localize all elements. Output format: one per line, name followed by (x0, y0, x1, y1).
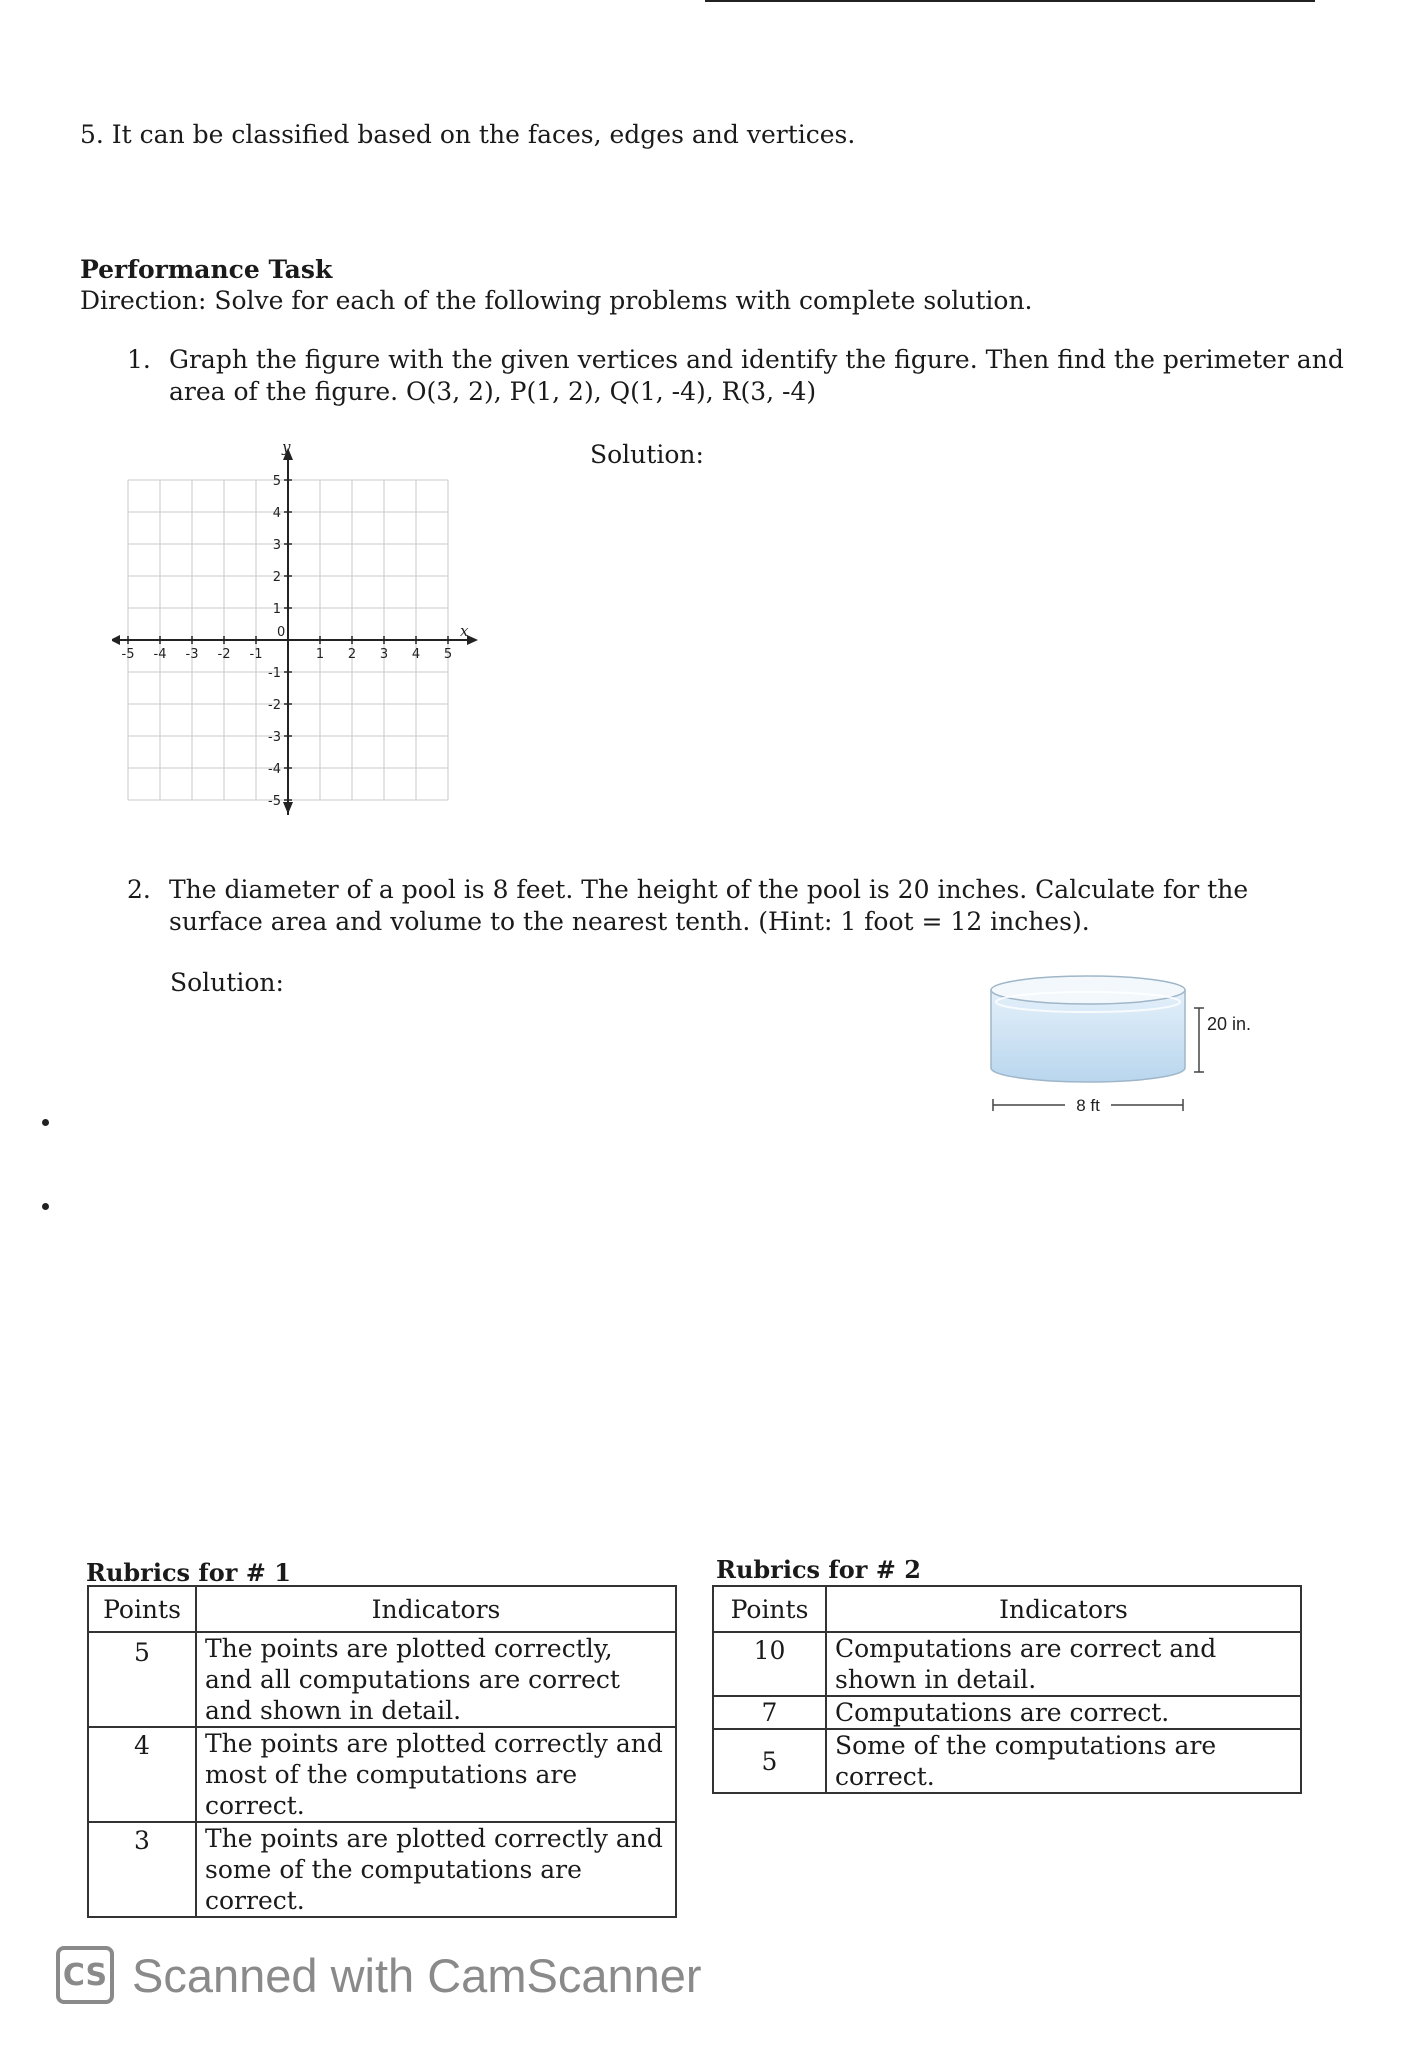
x-tick-label: 3 (379, 647, 389, 662)
table-header-row (88, 1586, 676, 1632)
table-row (88, 1727, 676, 1822)
table-header-row (713, 1586, 1301, 1632)
x-tick-label: -4 (153, 647, 167, 662)
item-5-text: 5. It can be classified based on the faces, edges and vertices. (80, 120, 856, 149)
performance-task-heading: Performance Task (80, 255, 333, 284)
x-tick-label: -5 (121, 647, 135, 662)
pool-top-rim (991, 976, 1185, 1004)
x-tick-label: 2 (347, 647, 357, 662)
points-cell: 5 (88, 1632, 196, 1727)
problem-1 (127, 344, 1357, 414)
x-axis-arrow-right (467, 635, 478, 645)
y-tick-label: -4 (268, 762, 281, 777)
y-tick-label: -2 (268, 698, 281, 713)
indicators-header: Indicators (826, 1586, 1301, 1632)
camscanner-logo-icon: CS (56, 1946, 114, 2004)
coordinate-plane (112, 440, 482, 815)
margin-dot (42, 1203, 49, 1210)
direction-text: Direction: Solve for each of the following problems with complete solution. (80, 286, 1033, 315)
y-axis-label: y (282, 440, 291, 456)
top-rule (705, 0, 1315, 2)
table-row (88, 1632, 676, 1727)
indicator-cell: The points are plotted correctly and most of the computations are correct. (196, 1727, 676, 1822)
y-tick-label: 2 (272, 570, 281, 585)
problem-2-text: The diameter of a pool is 8 feet. The height of the pool is 20 inches. Calculate for the surface area and volume to the nearest tenth. (Hint: 1 foot = 12 inches). (169, 875, 1249, 936)
x-axis-label: x (460, 622, 469, 640)
x-axis-arrow-left (112, 635, 120, 645)
y-tick-label: -5 (268, 794, 281, 809)
y-tick-label: 3 (272, 538, 281, 553)
x-tick-label: 1 (315, 647, 325, 662)
table-row (713, 1632, 1301, 1696)
table-row (713, 1696, 1301, 1729)
pool-figure (985, 960, 1275, 1120)
x-tick-label: -3 (185, 647, 199, 662)
rubric-2-title: Rubrics for # 2 (716, 1555, 921, 1584)
table-row (713, 1729, 1301, 1793)
camscanner-watermark (56, 1940, 756, 2010)
points-cell: 3 (88, 1822, 196, 1917)
y-tick-label: 4 (272, 506, 281, 521)
x-tick-label: 5 (443, 647, 453, 662)
problem-1-number: 1. (127, 345, 151, 374)
coordinate-grid (112, 440, 482, 815)
margin-dot (42, 1119, 49, 1126)
diameter-label: 8 ft (1076, 1096, 1100, 1115)
x-tick-label: -2 (217, 647, 231, 662)
camscanner-text: Scanned with CamScanner (132, 1948, 702, 2002)
y-tick-label: -3 (268, 730, 281, 745)
problem-1-solution-label: Solution: (590, 440, 704, 469)
points-cell: 5 (713, 1729, 826, 1793)
rubric-1-title: Rubrics for # 1 (86, 1558, 291, 1587)
problem-2 (127, 874, 1347, 944)
indicator-cell: Some of the computations are correct. (826, 1729, 1301, 1793)
rubric-1-table (87, 1585, 677, 1918)
x-tick-label: 4 (411, 647, 421, 662)
height-label: 20 in. (1207, 1014, 1252, 1034)
points-cell: 4 (88, 1727, 196, 1822)
rubric-2-table (712, 1585, 1302, 1794)
indicator-cell: Computations are correct. (826, 1696, 1301, 1729)
points-cell: 10 (713, 1632, 826, 1696)
points-header: Points (88, 1586, 196, 1632)
table-row (88, 1822, 676, 1917)
y-tick-label: -1 (268, 666, 281, 681)
points-header: Points (713, 1586, 826, 1632)
indicators-header: Indicators (196, 1586, 676, 1632)
y-tick-label: 1 (272, 602, 281, 617)
problem-2-number: 2. (127, 875, 151, 904)
points-cell: 7 (713, 1696, 826, 1729)
indicator-cell: The points are plotted correctly, and all computations are correct and shown in detail. (196, 1632, 676, 1727)
x-tick-label: -1 (249, 647, 263, 662)
origin-label: 0 (277, 625, 286, 640)
y-axis-arrow-down (283, 802, 293, 814)
indicator-cell: Computations are correct and shown in detail. (826, 1632, 1301, 1696)
problem-1-text: Graph the figure with the given vertices and identify the figure. Then find the perimeter and area of the figure. O(3, 2), P(1, 2), Q(1, -4), R(3, -4) (169, 345, 1344, 406)
y-tick-label: 5 (272, 474, 281, 489)
problem-2-solution-label: Solution: (170, 968, 284, 997)
indicator-cell: The points are plotted correctly and some of the computations are correct. (196, 1822, 676, 1917)
